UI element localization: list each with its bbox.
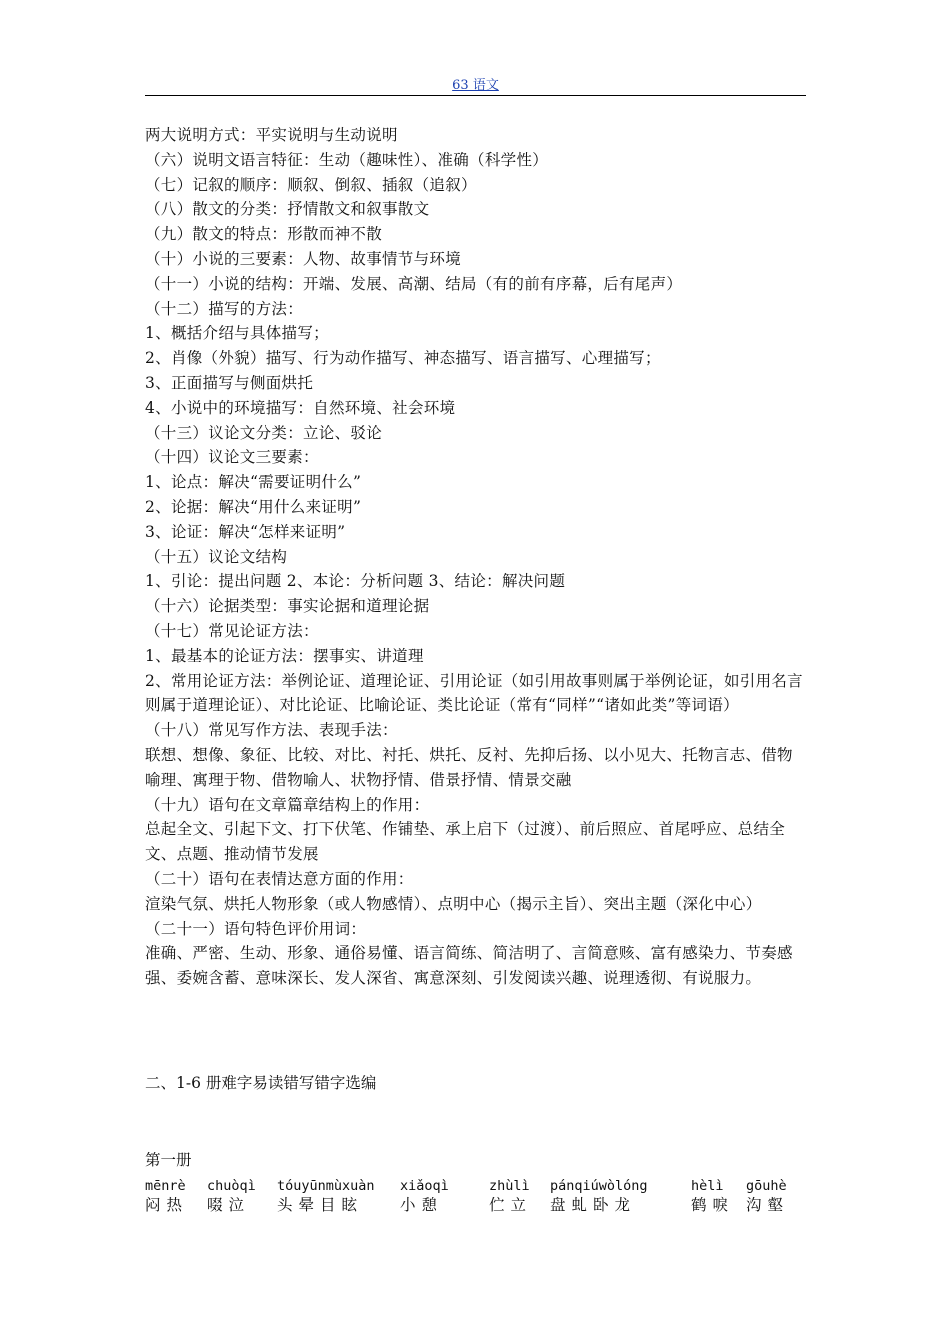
header-link[interactable]: 63 语文 — [452, 78, 499, 93]
text-paragraph: 准确、严密、生动、形象、通俗易懂、语言简练、简洁明了、言简意赅、富有感染力、节奏感强、委婉含蓄、意味深长、发人深省、寓意深刻、引发阅读兴趣、说理透彻、有说服力。 — [145, 944, 793, 988]
text-line: （十三）议论文分类：立论、驳论 — [145, 423, 383, 442]
text-line: （二十）语句在表情达意方面的作用： — [145, 869, 414, 888]
vocab-pinyin: pánqiúwòlóng — [550, 1178, 648, 1194]
vocab-pinyin: tóuyūnmùxuàn — [277, 1178, 375, 1194]
text-line: （十七）常见论证方法： — [145, 621, 319, 640]
text-line: 渲染气氛、烘托人物形象（或人物感情）、点明中心（揭示主旨）、突出主题（深化中心） — [145, 894, 762, 913]
text-line: 3、论证：解决“怎样来证明” — [145, 522, 346, 541]
vocab-hanzi: 啜泣 — [207, 1196, 251, 1214]
vocab-hanzi: 伫立 — [489, 1196, 533, 1214]
vocab-item — [277, 1178, 375, 1215]
text-line: （十六）论据类型：事实论据和道理论据 — [145, 597, 430, 616]
vocab-pinyin: mēnrè — [145, 1178, 186, 1194]
section-title: 二、1-6 册难字易读错写错字选编 — [145, 1074, 377, 1092]
text-paragraph: 联想、想像、象征、比较、对比、衬托、烘托、反衬、先抑后扬、以小见大、托物言志、借物喻理、寓理于物、借物喻人、状物抒情、借景抒情、情景交融 — [145, 745, 793, 789]
text-line: （十二）描写的方法： — [145, 299, 304, 318]
text-line: （十四）议论文三要素： — [145, 448, 319, 467]
text-line: （十）小说的三要素：人物、故事情节与环境 — [145, 249, 462, 268]
vocab-item — [746, 1178, 789, 1215]
vocab-item — [145, 1178, 188, 1215]
vocab-hanzi: 小憩 — [400, 1196, 444, 1214]
vocab-row — [0, 1178, 950, 1218]
text-line: （十一）小说的结构：开端、发展、高潮、结局（有的前有序幕，后有尾声） — [145, 274, 683, 293]
vocab-item — [400, 1178, 449, 1215]
vocab-item — [550, 1178, 648, 1215]
vocab-hanzi: 头晕目眩 — [277, 1196, 364, 1214]
vocab-pinyin: hèlì — [691, 1178, 724, 1194]
text-line: 两大说明方式：平实说明与生动说明 — [145, 126, 398, 144]
text-line: 1、概括介绍与具体描写； — [145, 324, 329, 343]
text-line: （六）说明文语言特征：生动（趣味性）、准确（科学性） — [145, 150, 549, 169]
text-line: 2、肖像（外貌）描写、行为动作描写、神态描写、语言描写、心理描写； — [145, 349, 661, 368]
vocab-item — [489, 1178, 532, 1215]
vocab-hanzi: 盘虬卧龙 — [550, 1196, 637, 1214]
vocab-item — [691, 1178, 734, 1215]
vocab-pinyin: gōuhè — [746, 1178, 787, 1194]
text-line: （十九）语句在文章篇章结构上的作用： — [145, 795, 430, 814]
text-line: 1、最基本的论证方法：摆事实、讲道理 — [145, 646, 424, 665]
text-line: （八）散文的分类：抒情散文和叙事散文 — [145, 200, 430, 219]
vocab-pinyin: xiǎoqì — [400, 1178, 449, 1194]
vocab-pinyin: chuòqì — [207, 1178, 256, 1194]
text-line: （十五）议论文结构 — [145, 547, 288, 566]
vocab-hanzi: 沟壑 — [746, 1196, 790, 1214]
page-header — [145, 74, 806, 96]
text-line: （七）记叙的顺序：顺叙、倒叙、插叙（追叙） — [145, 175, 477, 194]
text-line: 4、小说中的环境描写：自然环境、社会环境 — [145, 398, 456, 417]
text-line: （九）散文的特点：形散而神不散 — [145, 225, 383, 244]
document-body — [145, 123, 807, 991]
vocab-pinyin: zhùlì — [489, 1178, 530, 1194]
vocab-hanzi: 闷热 — [145, 1196, 189, 1214]
text-line: （二十一）语句特色评价用词： — [145, 919, 367, 938]
text-paragraph: 总起全文、引起下文、打下伏笔、作铺垫、承上启下（过渡）、前后照应、首尾呼应、总结全文、点题、推动情节发展 — [145, 820, 786, 864]
book-title: 第一册 — [145, 1151, 192, 1169]
vocab-hanzi: 鹤唳 — [691, 1196, 735, 1214]
text-line: 2、论据：解决“用什么来证明” — [145, 497, 362, 516]
text-line: 1、引论：提出问题 2、本论：分析问题 3、结论：解决问题 — [145, 572, 566, 591]
vocab-item — [207, 1178, 256, 1215]
text-line: 3、正面描写与侧面烘托 — [145, 373, 314, 392]
text-paragraph: 2、常用论证方法：举例论证、道理论证、引用论证（如引用故事则属于举例论证，如引用名言则属于道理论证）、对比论证、比喻论证、类比论证（常有“同样”“诸如此类”等词语） — [145, 671, 803, 715]
text-line: （十八）常见写作方法、表现手法： — [145, 721, 398, 740]
text-line: 1、论点：解决“需要证明什么” — [145, 473, 362, 492]
